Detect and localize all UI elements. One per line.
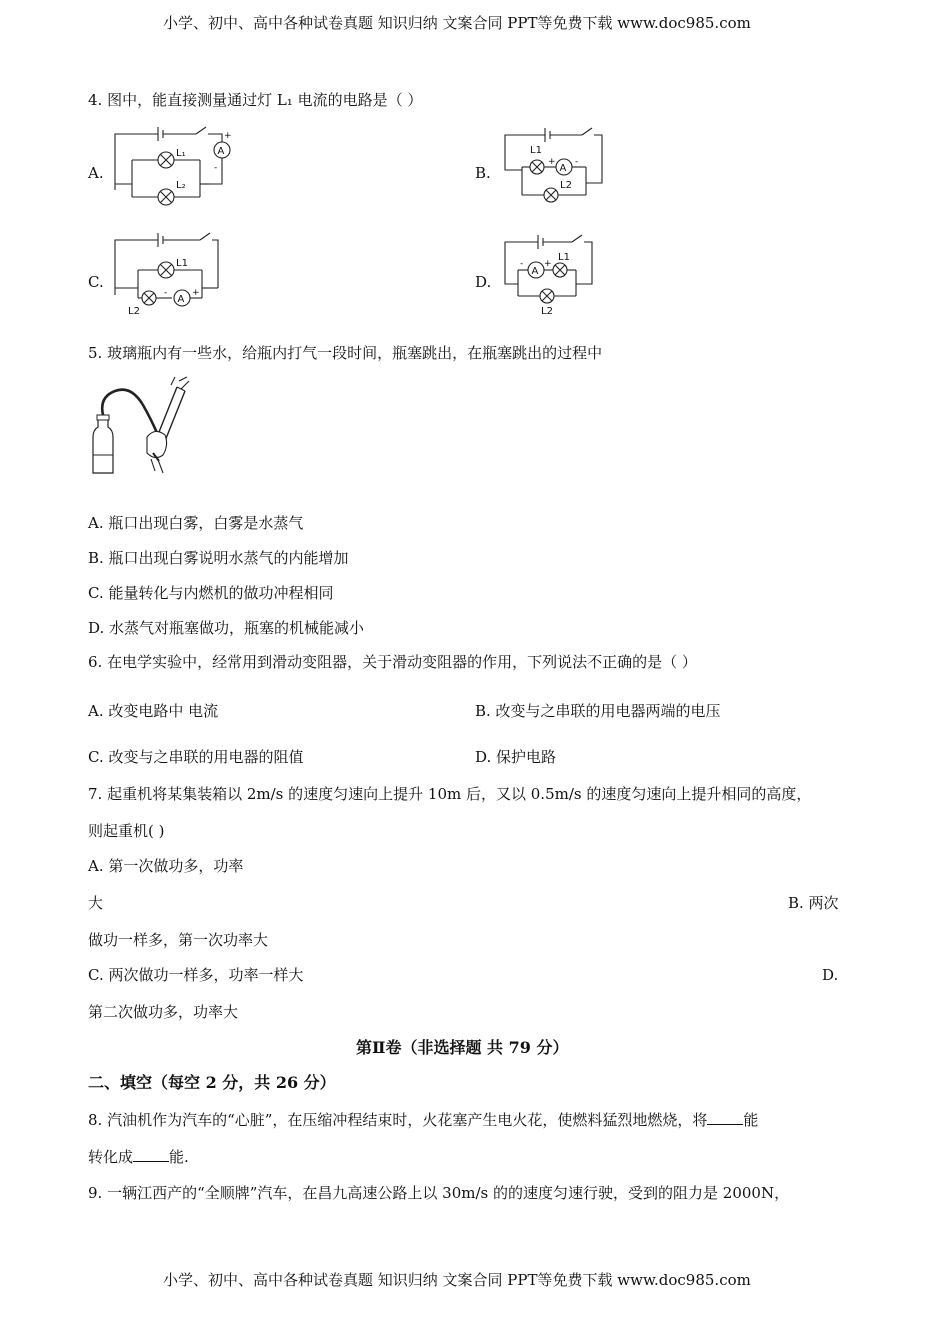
- q7-option-c[interactable]: C. 两次做功一样多，功率一样大: [88, 966, 304, 984]
- q5-option-c[interactable]: C. 能量转化与内燃机的做功冲程相同: [88, 584, 334, 602]
- q4-option-c-label[interactable]: C.: [88, 273, 104, 291]
- section2-title: 第Ⅱ卷（非选择题 共 79 分）: [356, 1038, 569, 1057]
- svg-text:A: A: [177, 294, 185, 305]
- svg-text:-: -: [575, 157, 579, 167]
- q4-circuit-d: [500, 232, 600, 317]
- svg-text:A: A: [217, 146, 225, 157]
- q6-option-c[interactable]: C. 改变与之串联的用电器的阻值: [88, 748, 304, 766]
- q8-text-2: 能: [743, 1111, 759, 1129]
- svg-text:L1: L1: [530, 145, 542, 156]
- q5-option-d[interactable]: D. 水蒸气对瓶塞做功，瓶塞的机械能减小: [88, 619, 365, 637]
- q7-option-d-cont: 第二次做功多，功率大: [88, 1003, 239, 1021]
- svg-text:+: +: [224, 131, 232, 141]
- q5-option-b[interactable]: B. 瓶口出现白雾说明水蒸气的内能增加: [88, 549, 349, 567]
- q6-stem: 6. 在电学实验中，经常用到滑动变阻器，关于滑动变阻器的作用，下列说法不正确的是（ ）: [88, 653, 697, 671]
- q4a-l2-label: L₂: [176, 180, 186, 191]
- q6-option-a[interactable]: A. 改变电路中 电流: [88, 702, 219, 720]
- q8-blank-1[interactable]: [707, 1110, 743, 1125]
- q5-option-a[interactable]: A. 瓶口出现白雾，白雾是水蒸气: [88, 514, 304, 532]
- q7-option-a-cont: 大: [88, 894, 104, 912]
- svg-text:L2: L2: [541, 306, 553, 317]
- svg-text:A: A: [531, 266, 539, 277]
- q7-option-d[interactable]: D.: [822, 966, 839, 984]
- svg-text:+: +: [544, 259, 552, 269]
- svg-text:-: -: [520, 259, 524, 269]
- q7-option-b-cont: 做功一样多，第一次功率大: [88, 931, 269, 949]
- q6-option-d[interactable]: D. 保护电路: [475, 748, 557, 766]
- q7-option-b[interactable]: B. 两次: [788, 894, 839, 912]
- q4-circuit-c: [110, 230, 225, 320]
- svg-text:+: +: [548, 157, 556, 167]
- page-footer: 小学、初中、高中各种试卷真题 知识归纳 文案合同 PPT等免费下载 www.doc985.com: [163, 1271, 751, 1289]
- q4-option-b-label[interactable]: B.: [475, 164, 491, 182]
- q8-text-1: 8. 汽油机作为汽车的“心脏”，在压缩冲程结束时，火花塞产生电火花，使燃料猛烈地燃烧，将: [88, 1111, 708, 1129]
- q5-bottle-pump-figure: [85, 375, 195, 480]
- q5-stem: 5. 玻璃瓶内有一些水，给瓶内打气一段时间，瓶塞跳出，在瓶塞跳出的过程中: [88, 344, 603, 362]
- q7-stem-line1: 7. 起重机将某集装箱以 2m/s 的速度匀速向上提升 10m 后，又以 0.5m/s 的速度匀速向上提升相同的高度，: [88, 785, 812, 803]
- q6-option-b[interactable]: B. 改变与之串联的用电器两端的电压: [475, 702, 721, 720]
- q4-option-d-label[interactable]: D.: [475, 273, 492, 291]
- svg-text:L1: L1: [176, 258, 188, 269]
- q4-circuit-a: [110, 122, 235, 207]
- page-header: 小学、初中、高中各种试卷真题 知识归纳 文案合同 PPT等免费下载 www.doc985.com: [163, 14, 751, 32]
- svg-text:A: A: [559, 163, 567, 174]
- q7-option-a[interactable]: A. 第一次做功多，功率: [88, 857, 244, 875]
- q4a-l1-label: L₁: [176, 148, 186, 159]
- svg-text:L2: L2: [560, 180, 572, 191]
- q8-text-3: 转化成: [88, 1148, 134, 1166]
- svg-text:L1: L1: [558, 252, 570, 263]
- q4-option-a-label[interactable]: A.: [88, 164, 104, 182]
- svg-text:-: -: [164, 288, 168, 298]
- q8-blank-2[interactable]: [133, 1147, 169, 1162]
- q8-text-4: 能.: [169, 1148, 189, 1166]
- q9-line1: 9. 一辆江西产的“全顺牌”汽车，在昌九高速公路上以 30m/s 的的速度匀速行驶，受到的阻力是 2000N，: [88, 1184, 790, 1202]
- section2-subtitle: 二、填空（每空 2 分，共 26 分）: [88, 1073, 336, 1092]
- q8-line2: [88, 1147, 189, 1167]
- svg-text:-: -: [214, 163, 218, 173]
- q7-stem-line2: 则起重机( ): [88, 822, 165, 840]
- svg-text:+: +: [192, 288, 200, 298]
- q4-stem: 4. 图中，能直接测量通过灯 L₁ 电流的电路是（ ）: [88, 91, 423, 109]
- q4-circuit-b: [500, 125, 610, 210]
- svg-text:L2: L2: [128, 306, 140, 317]
- q8-line1: [88, 1110, 758, 1130]
